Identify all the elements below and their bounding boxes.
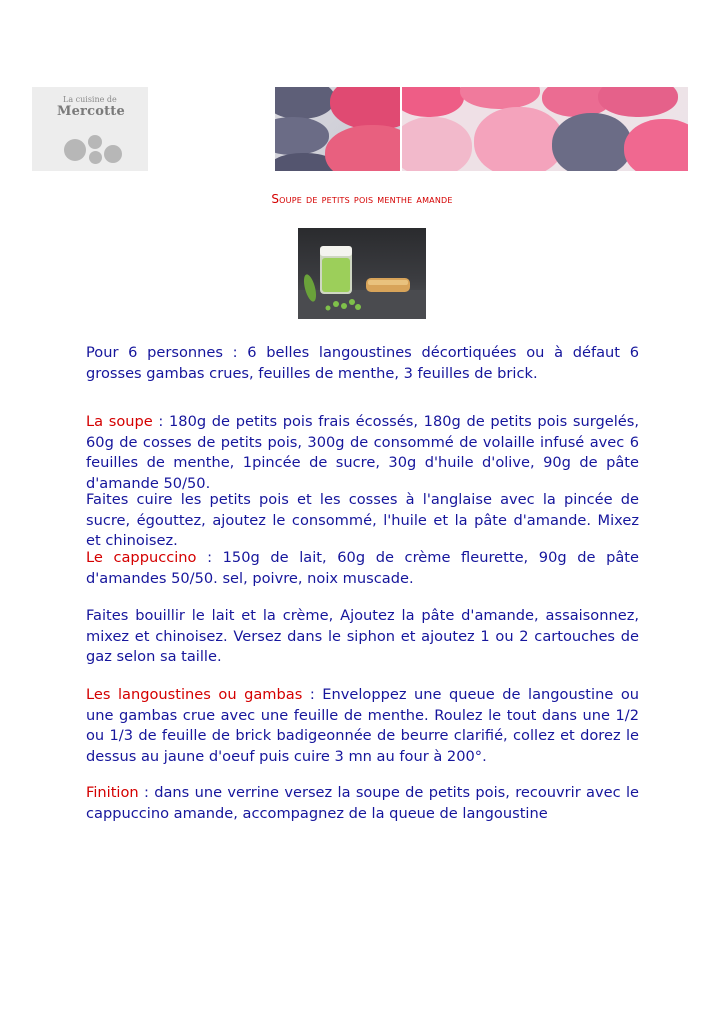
soupe-text: : 180g de petits pois frais écossés, 180g de petits pois surgelés, 60g de cosses de petits pois, 300g de consommé de volaille infusé avec 6 feuilles de menthe, 1pincée de sucre, 30g d'huile d'olive, 90g de pâte d'amande 50/50. [86, 413, 639, 492]
servings-text: Pour 6 personnes : 6 belles langoustines décortiquées ou à défaut 6 grosses gambas crues, feuilles de menthe, 3 feuilles de brick. [86, 344, 639, 382]
finition-label: Finition [86, 784, 139, 801]
logo-name: Mercotte [57, 104, 125, 119]
header-banner [32, 87, 688, 171]
langoustines-paragraph [86, 685, 639, 767]
soup-photo-drawing [298, 228, 426, 319]
logo-dots-icon [64, 135, 124, 165]
logo-tagline: La cuisine de [63, 95, 117, 104]
cappuccino-method-text: Faites bouillir le lait et la crème, Ajoutez la pâte d'amande, assaisonnez, mixez et chinoisez. Versez dans le siphon et ajoutez 1 ou 2 cartouches de gaz selon sa taille. [86, 607, 639, 665]
soupe-label: La soupe [86, 413, 153, 430]
finition-paragraph [86, 783, 639, 824]
soupe-method-text: Faites cuire les petits pois et les cosses à l'anglaise avec la pincée de sucre, égouttez, ajoutez le consommé, l'huile et la pâte d'amande. Mixez et chinoisez. [86, 491, 639, 549]
cappuccino-ingredients [86, 548, 639, 589]
recipe-title: Soupe de petits pois menthe amande [271, 192, 453, 206]
mercotte-logo[interactable] [32, 87, 148, 171]
soup-photo [298, 228, 426, 319]
servings-paragraph [86, 343, 639, 384]
cappuccino-label: Le cappuccino [86, 549, 197, 566]
langoustines-label: Les langoustines ou gambas [86, 686, 303, 703]
macarons-image-left [275, 87, 400, 171]
cappuccino-text: : 150g de lait, 60g de crème fleurette, 90g de pâte d'amandes 50/50. sel, poivre, noix muscade. [86, 549, 640, 587]
soupe-method [86, 490, 639, 552]
langoustines-text: : Enveloppez une queue de langoustine ou une gambas crue avec une feuille de menthe. Roulez le tout dans une 1/2 ou 1/3 de feuille de brick badigeonnée de beurre clarifié, collez et dorez le dessus au jaune d'oeuf puis cuire 3 mn au four à 200°. [86, 686, 640, 765]
finition-text: : dans une verrine versez la soupe de petits pois, recouvrir avec le cappuccino amande, accompagnez de la queue de langoustine [86, 784, 639, 822]
macarons-image-right [402, 87, 688, 171]
soupe-ingredients [86, 412, 639, 494]
cappuccino-method [86, 606, 639, 668]
